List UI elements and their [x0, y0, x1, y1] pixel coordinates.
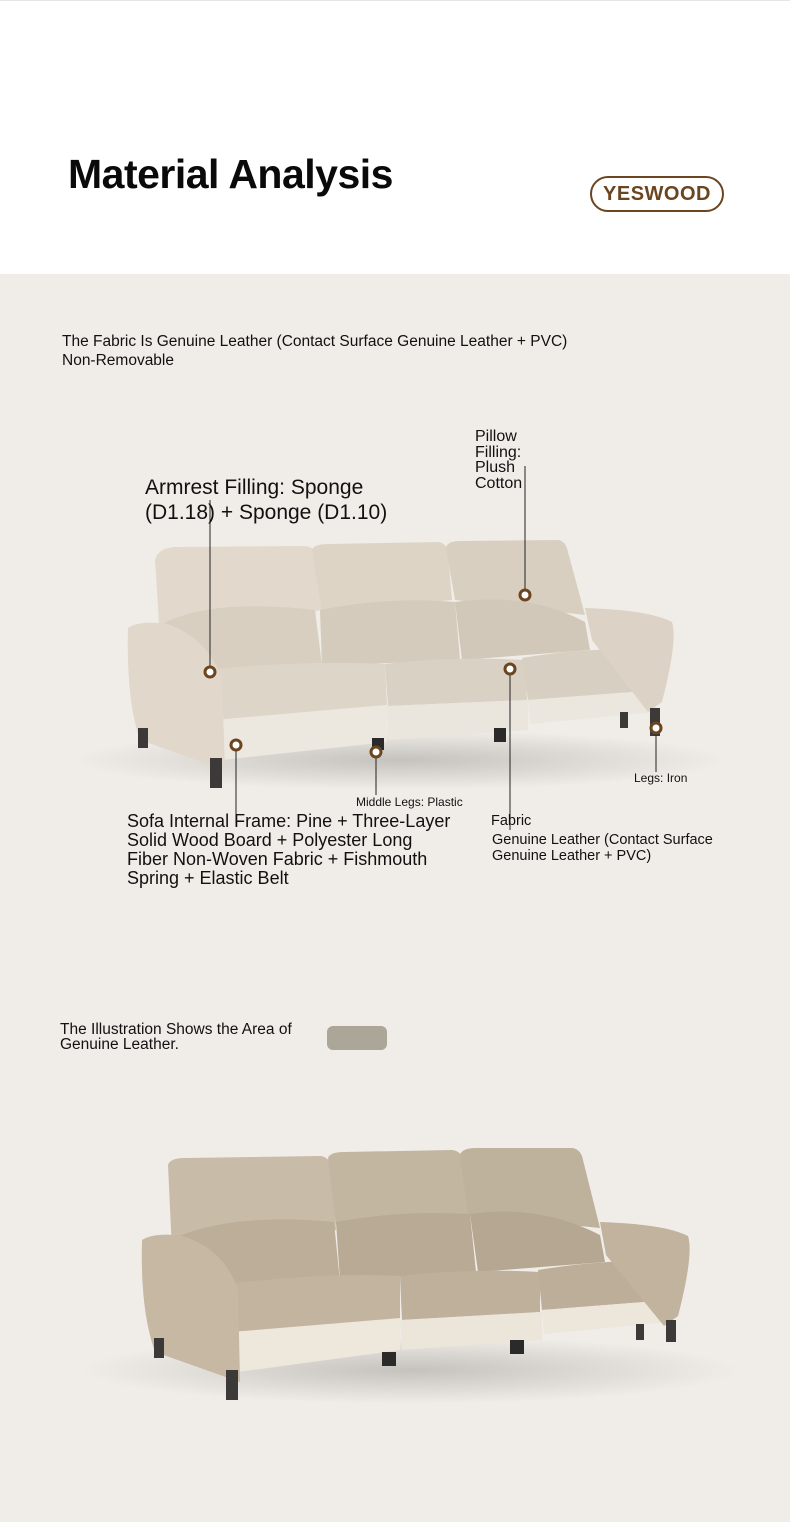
callout-armrest-filling [145, 475, 387, 525]
sofa-image-1 [70, 540, 730, 790]
illustration-note-line: Genuine Leather. [60, 1036, 179, 1053]
callout-text: Fiber Non-Woven Fabric + Fishmouth [127, 849, 428, 869]
marker-frame [231, 740, 241, 750]
callout-middle-legs: Middle Legs: Plastic [356, 795, 463, 809]
callout-text: Spring + Elastic Belt [127, 868, 289, 888]
callout-text: Sofa Internal Frame: Pine + Three-Layer [127, 811, 451, 831]
fabric-note-line: The Fabric Is Genuine Leather (Contact Surface Genuine Leather + PVC) [62, 333, 568, 350]
illustration-note [60, 1022, 292, 1052]
sofa-image-2 [80, 1148, 740, 1404]
callout-text: Plush [475, 459, 516, 476]
marker-pillow [520, 590, 530, 600]
marker-armrest [205, 667, 215, 677]
leather-color-swatch [327, 1026, 387, 1050]
callout-text: Cotton [475, 474, 523, 492]
callout-legs: Legs: Iron [634, 771, 688, 785]
marker-legs [651, 723, 661, 733]
callout-text: Solid Wood Board + Polyester Long [127, 830, 413, 850]
illustration-note-line: The Illustration Shows the Area of [60, 1021, 292, 1038]
callout-pillow-filling [475, 429, 522, 491]
fabric-note-line: Non-Removable [62, 352, 174, 369]
callout-text: Filling: [475, 443, 522, 461]
marker-fabric [505, 664, 515, 674]
callout-text: Genuine Leather (Contact Surface [492, 832, 713, 848]
callout-internal-frame [127, 812, 450, 888]
callout-text: Pillow [475, 428, 517, 445]
callout-fabric-title: Fabric [491, 813, 532, 829]
marker-middle-legs [371, 747, 381, 757]
callout-fabric-detail [492, 832, 713, 864]
page-title: Material Analysis [68, 151, 393, 197]
callout-text: (D1.18) + Sponge (D1.10) [145, 501, 388, 524]
callout-text: Armrest Filling: Sponge [145, 476, 364, 499]
callout-text: Genuine Leather + PVC) [492, 848, 652, 864]
brand-logo: YESWOOD [590, 176, 724, 212]
